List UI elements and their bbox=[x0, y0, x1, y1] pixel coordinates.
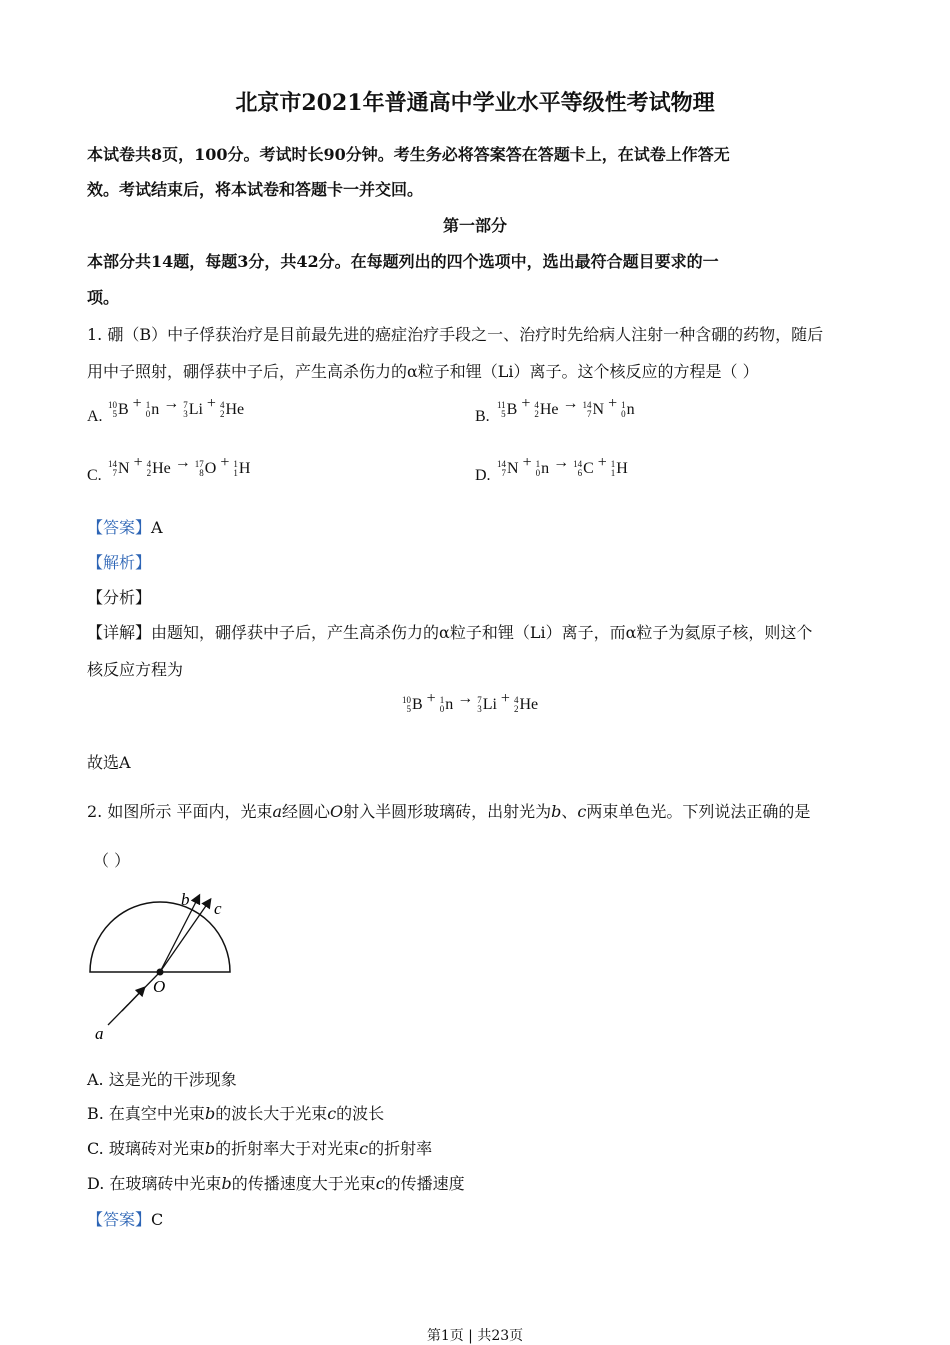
q1-detail-line-1: 【详解】由题知，硼俘获中子后，产生高杀伤力的α粒子和锂（Li）离子，而α粒子为氦原子核，则这个 bbox=[87, 623, 813, 642]
beam-c bbox=[160, 900, 210, 972]
label-o: O bbox=[153, 977, 166, 996]
q2-option-c: C. 玻璃砖对光束b的折射率大于对光束c的折射率 bbox=[87, 1139, 433, 1158]
answer-tag: 【答案】 bbox=[87, 1210, 152, 1229]
part-desc-line-2: 项。 bbox=[87, 288, 120, 307]
q1-answer bbox=[87, 515, 163, 538]
part-heading: 第一部分 bbox=[442, 216, 507, 235]
answer-value: A bbox=[151, 518, 163, 537]
q2-option-a: A. 这是光的干涉现象 bbox=[87, 1070, 237, 1089]
q1-option-c-label: C. bbox=[87, 467, 102, 484]
q2-stem-line-1: 2. 如图所示 平面内，光束a经圆心O射入半圆形玻璃砖，出射光为b、c两束单色光。下列说法正确的是 bbox=[87, 802, 811, 821]
q2-option-b: B. 在真空中光束b的波长大于光束c的波长 bbox=[87, 1104, 385, 1123]
q1-option-b-equation: 11 5 B + 4 2 He → 14 7 N + 1 0 n bbox=[497, 395, 635, 419]
beam-b bbox=[160, 896, 199, 972]
answer-value: C bbox=[151, 1210, 164, 1229]
q1-detail-equation: 10 5 B + 1 0 n → 7 3 Li + 4 2 He bbox=[402, 690, 539, 714]
semicircle-glass bbox=[90, 902, 230, 972]
label-b: b bbox=[181, 890, 190, 909]
q1-option-d-equation: 14 7 N + 1 0 n → 14 6 C + 1 1 H bbox=[497, 454, 628, 478]
q1-detail-line-2: 核反应方程为 bbox=[87, 660, 184, 679]
incident-arrow bbox=[122, 988, 144, 1011]
label-a: a bbox=[95, 1024, 104, 1043]
center-point-o bbox=[157, 969, 164, 976]
q2-stem-line-2: （ ） bbox=[93, 851, 131, 870]
intro-line-1: 本试卷共8页，100分。考试时长90分钟。考生务必将答案答在答题卡上，在试卷上作答无 bbox=[87, 145, 730, 164]
q1-conclusion: 故选A bbox=[87, 753, 131, 772]
page-title: 北京市2021年普通高中学业水平等级性考试物理 bbox=[235, 90, 715, 116]
q1-analysis-tag: 【解析】 bbox=[87, 553, 152, 572]
page-footer: 第1页 | 共23页 bbox=[426, 1328, 524, 1344]
q1-option-b-label: B. bbox=[475, 408, 490, 425]
q2-option-d: D. 在玻璃砖中光束b的传播速度大于光束c的传播速度 bbox=[87, 1174, 465, 1193]
detail-tag: 【详解】 bbox=[87, 623, 152, 642]
q1-option-c-equation: 14 7 N + 4 2 He → 17 8 O + 1 1 H bbox=[108, 454, 251, 478]
part-desc-line-1: 本部分共14题，每题3分，共42分。在每题列出的四个选项中，选出最符合题目要求的一 bbox=[87, 252, 719, 271]
q2-answer bbox=[87, 1207, 163, 1230]
answer-tag: 【答案】 bbox=[87, 518, 152, 537]
q2-semicircle-figure bbox=[80, 880, 250, 1050]
q1-option-d-label: D. bbox=[475, 467, 491, 484]
q1-option-a-label: A. bbox=[87, 408, 103, 425]
q1-fenxi-tag: 【分析】 bbox=[87, 588, 152, 607]
intro-line-2: 效。考试结束后，将本试卷和答题卡一并交回。 bbox=[87, 180, 424, 199]
label-c: c bbox=[214, 899, 222, 918]
q1-stem-line-1: 1. 硼（B）中子俘获治疗是目前最先进的癌症治疗手段之一、治疗时先给病人注射一种含硼的药物，随后 bbox=[87, 325, 824, 344]
q1-stem-line-2: 用中子照射，硼俘获中子后，产生高杀伤力的α粒子和锂（Li）离子。这个核反应的方程是（ ） bbox=[87, 362, 759, 381]
q1-option-a-equation: 10 5 B + 1 0 n → 7 3 Li + 4 2 He bbox=[108, 395, 245, 419]
